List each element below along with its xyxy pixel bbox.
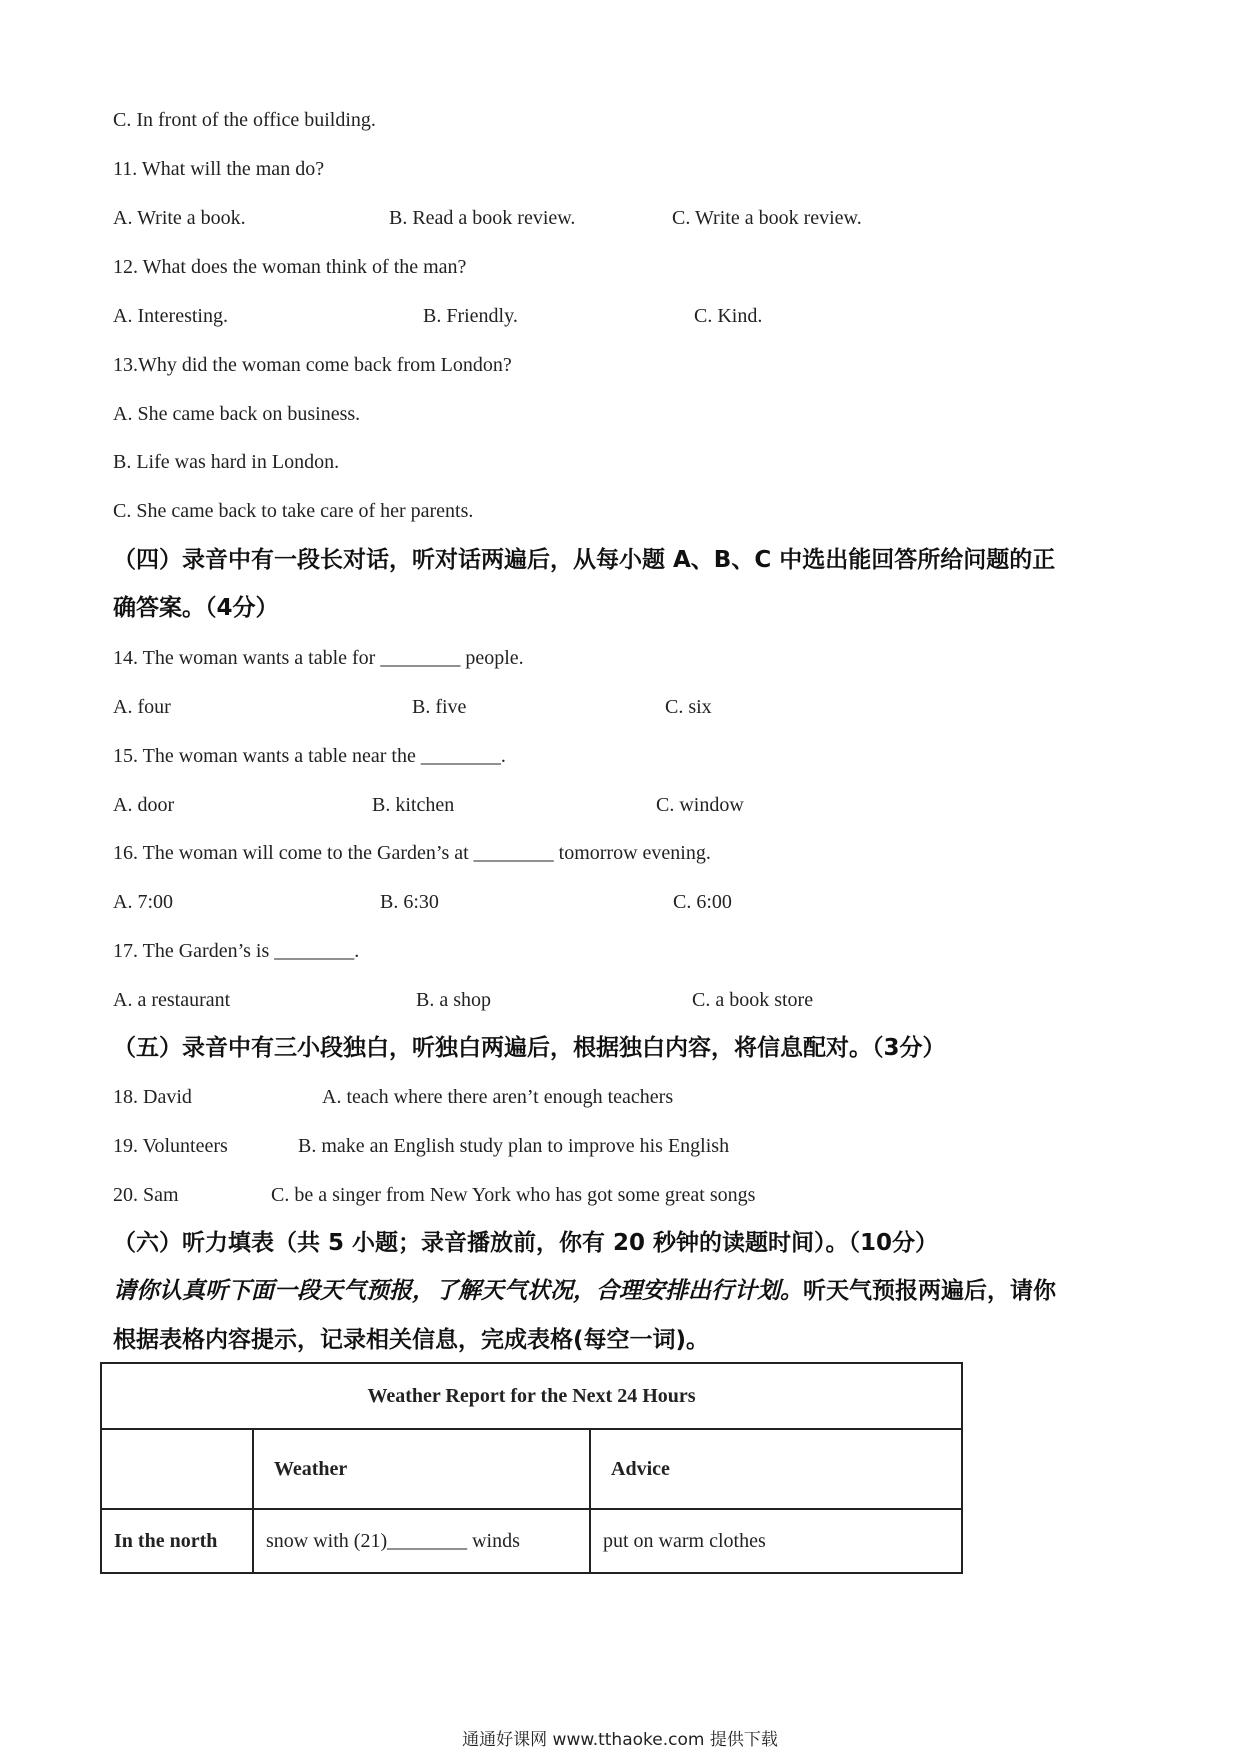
- question-16-option-a: A. 7:00: [113, 891, 173, 913]
- question-12-option-b: B. Friendly.: [423, 305, 518, 327]
- question-16: 16. The woman will come to the Garden’s at ________ tomorrow evening.: [113, 842, 711, 864]
- question-11: 11. What will the man do?: [113, 158, 325, 180]
- weather-table: [100, 1362, 963, 1574]
- cell-weather-north: snow with (21)________ winds: [253, 1509, 590, 1573]
- row-label-north: In the north: [101, 1509, 253, 1573]
- question-13-option-c: C. She came back to take care of her parents.: [113, 500, 474, 522]
- question-11-option-c: C. Write a book review.: [672, 207, 862, 229]
- question-17-option-c: C. a book store: [692, 989, 814, 1011]
- question-16-option-b: B. 6:30: [380, 891, 439, 913]
- column-header-advice: Advice: [590, 1429, 962, 1509]
- section-6-instructions-cont: 根据表格内容提示，记录相关信息，完成表格(每空一词)。: [113, 1327, 710, 1353]
- question-20-label: 20. Sam: [113, 1184, 179, 1206]
- question-14-option-a: A. four: [113, 696, 171, 718]
- question-14-option-c: C. six: [665, 696, 712, 718]
- question-11-option-a: A. Write a book.: [113, 207, 246, 229]
- section-4-heading-cont: 确答案。（4分）: [113, 595, 279, 621]
- question-18-label: 18. David: [113, 1086, 192, 1108]
- table-corner-cell: [101, 1429, 253, 1509]
- match-option-c: C. be a singer from New York who has got some great songs: [271, 1184, 756, 1206]
- question-12-option-c: C. Kind.: [694, 305, 763, 327]
- question-14: 14. The woman wants a table for ________ people.: [113, 647, 524, 669]
- match-option-b: B. make an English study plan to improve his English: [298, 1135, 730, 1157]
- instructions-italic: 请你认真听下面一段天气预报，了解天气状况，合理安排出行计划。: [113, 1278, 803, 1304]
- question-10-option-c: C. In front of the office building.: [113, 109, 376, 131]
- cell-advice-north: put on warm clothes: [590, 1509, 962, 1573]
- question-15-option-b: B. kitchen: [372, 794, 455, 816]
- question-19-label: 19. Volunteers: [113, 1135, 228, 1157]
- question-13: 13.Why did the woman come back from London?: [113, 354, 512, 376]
- question-13-option-a: A. She came back on business.: [113, 403, 361, 425]
- page-footer: 通通好课网 www.tthaoke.com 提供下载: [462, 1730, 778, 1750]
- question-15: 15. The woman wants a table near the ________.: [113, 745, 506, 767]
- column-header-weather: Weather: [253, 1429, 590, 1509]
- question-17: 17. The Garden’s is ________.: [113, 940, 360, 962]
- question-12: 12. What does the woman think of the man?: [113, 256, 467, 278]
- question-15-option-a: A. door: [113, 794, 175, 816]
- instructions-rest: 听天气预报两遍后，请你: [803, 1278, 1056, 1304]
- section-4-heading: （四）录音中有一段长对话，听对话两遍后，从每小题 A、B、C 中选出能回答所给问题的正: [113, 547, 1056, 573]
- question-12-option-a: A. Interesting.: [113, 305, 228, 327]
- section-6-instructions: [113, 1276, 1056, 1306]
- question-16-option-c: C. 6:00: [673, 891, 732, 913]
- section-5-heading: （五）录音中有三小段独白，听独白两遍后，根据独白内容，将信息配对。（3分）: [113, 1035, 946, 1061]
- question-17-option-b: B. a shop: [416, 989, 491, 1011]
- section-6-heading: （六）听力填表（共 5 小题；录音播放前，你有 20 秒钟的读题时间）。（10分）: [113, 1230, 939, 1256]
- table-title: Weather Report for the Next 24 Hours: [101, 1363, 962, 1429]
- question-14-option-b: B. five: [412, 696, 467, 718]
- question-13-option-b: B. Life was hard in London.: [113, 451, 340, 473]
- question-17-option-a: A. a restaurant: [113, 989, 231, 1011]
- match-option-a: A. teach where there aren’t enough teachers: [322, 1086, 674, 1108]
- question-15-option-c: C. window: [656, 794, 744, 816]
- question-11-option-b: B. Read a book review.: [389, 207, 576, 229]
